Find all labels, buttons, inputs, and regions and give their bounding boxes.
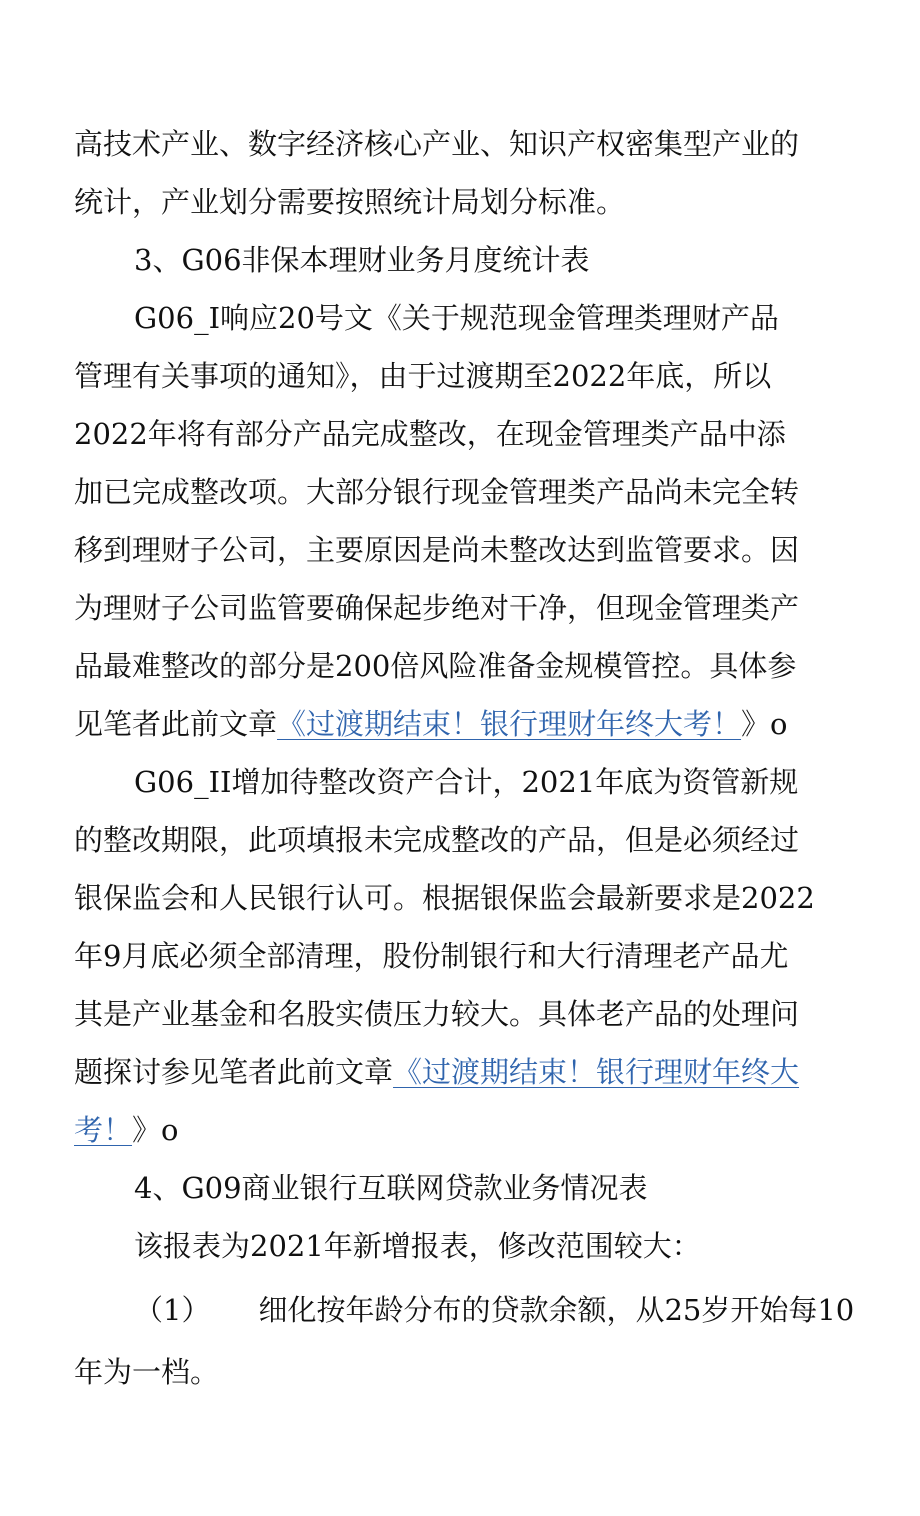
paragraph-line: 年9月底必须全部清理，股份制银行和大行清理老产品尤 <box>74 939 789 973</box>
section-heading: 4、G09商业银行互联网贷款业务情况表 <box>134 1171 648 1205</box>
paragraph-line: 品最难整改的部分是200倍风险准备金规模管控。具体参 <box>74 649 797 683</box>
paragraph-line: 2022年将有部分产品完成整改，在现金管理类产品中添 <box>74 417 786 451</box>
list-item-text: 细化按年龄分布的贷款余额，从25岁开始每10 <box>258 1293 855 1327</box>
paragraph-line: 其是产业基金和名股实债压力较大。具体老产品的处理问 <box>74 997 800 1031</box>
paragraph-line: G06_II增加待整改资产合计，2021年底为资管新规 <box>134 765 799 799</box>
paragraph-line: 管理有关事项的通知》，由于过渡期至2022年底，所以 <box>74 359 772 393</box>
paragraph-line <box>74 1110 178 1150</box>
paragraph-line: 银保监会和人民银行认可。根据银保监会最新要求是2022 <box>74 881 815 915</box>
article-link-continued[interactable]: 考！ <box>74 1113 133 1147</box>
paragraph-line: 高技术产业、数字经济核心产业、知识产权密集型产业的 <box>74 127 800 161</box>
reference-suffix: 》o <box>132 1113 179 1147</box>
reference-suffix: 》o <box>741 707 788 741</box>
paragraph-line <box>74 704 788 744</box>
paragraph-line: 加已完成整改项。大部分银行现金管理类产品尚未完全转 <box>74 475 800 509</box>
paragraph-line <box>74 1052 799 1092</box>
article-link[interactable]: 《过渡期结束！银行理财年终大考！ <box>277 707 742 741</box>
article-link[interactable]: 《过渡期结束！银行理财年终大 <box>393 1055 800 1089</box>
reference-prefix: 见笔者此前文章 <box>74 707 278 741</box>
paragraph-line: 的整改期限，此项填报未完成整改的产品，但是必须经过 <box>74 823 800 857</box>
reference-prefix: 题探讨参见笔者此前文章 <box>74 1055 394 1089</box>
paragraph-line: 年为一档。 <box>74 1355 220 1389</box>
paragraph-line: 移到理财子公司，主要原因是尚未整改达到监管要求。因 <box>74 533 800 567</box>
paragraph-line: 统计，产业划分需要按照统计局划分标准。 <box>74 185 626 219</box>
paragraph-line: G06_I响应20号文《关于规范现金管理类理财产品 <box>134 301 779 335</box>
section-heading: 3、G06非保本理财业务月度统计表 <box>134 243 590 277</box>
paragraph-line: 为理财子公司监管要确保起步绝对干净，但现金管理类产 <box>74 591 800 625</box>
paragraph-line: 该报表为2021年新增报表，修改范围较大： <box>134 1229 701 1263</box>
list-item-number: （1） <box>134 1293 211 1327</box>
list-item <box>134 1290 854 1330</box>
